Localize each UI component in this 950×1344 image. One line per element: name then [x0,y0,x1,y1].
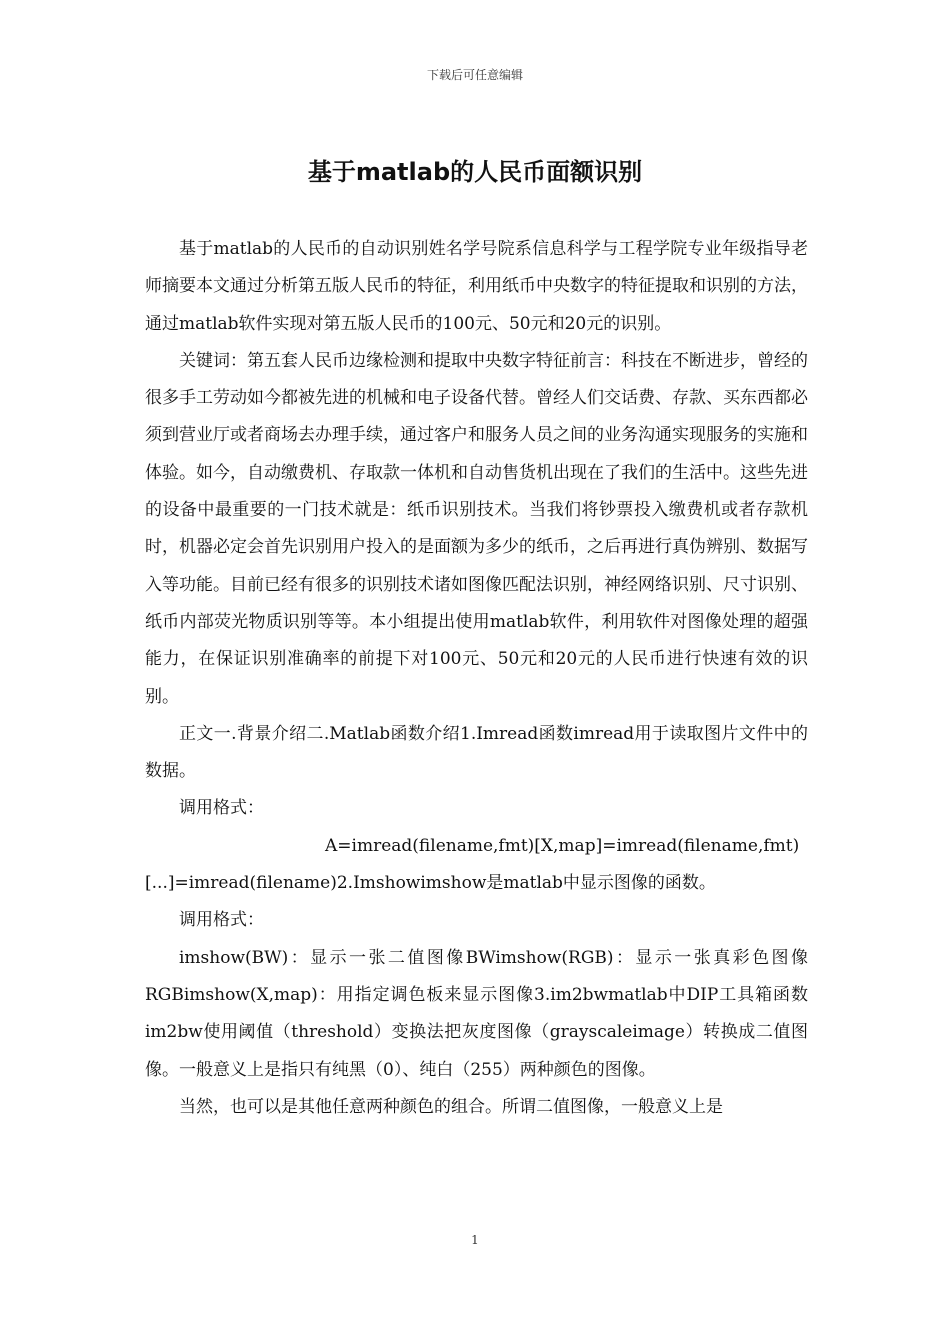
keywords-intro-paragraph: 关键词：第五套人民币边缘检测和提取中央数字特征前言：科技在不断进步，曾经的很多手工劳动如今都被先进的机械和电子设备代替。曾经人们交话费、存款、买东西都必须到营业厅或者商场去办理手续，通过客户和服务人员之间的业务沟通实现服务的实施和体验。如今，自动缴费机、存取款一体机和自动售货机出现在了我们的生活中。这些先进的设备中最重要的一门技术就是：纸币识别技术。当我们将钞票投入缴费机或者存款机时，机器必定会首先识别用户投入的是面额为多少的纸币，之后再进行真伪辨别、数据写入等功能。目前已经有很多的识别技术诸如图像匹配法识别，神经网络识别、尺寸识别、纸币内部荧光物质识别等等。本小组提出使用matlab软件，利用软件对图像处理的超强能力，在保证识别准确率的前提下对100元、50元和20元的人民币进行快速有效的识别。 [145,350,808,707]
page-number: 1 [471,1233,479,1247]
call-format-label: 调用格式： [179,798,264,819]
binary-image-paragraph: 当然，也可以是其他任意两种颜色的组合。所谓二值图像，一般意义上是 [179,1096,723,1117]
page-header: 下载后可任意编辑 [426,68,523,82]
main-text-paragraph: 正文一.背景介绍二.Matlab函数介绍1.Imread函数imread用于读取图片文件中的数据。 [145,723,808,782]
call-format-label: 调用格式： [179,910,264,931]
abstract-paragraph: 基于matlab的人民币的自动识别姓名学号院系信息科学与工程学院专业年级指导老师摘要本文通过分析第五版人民币的特征，利用纸币中央数字的特征提取和识别的方法，通过matlab软件实现对第五版人民币的100元、50元和20元的识别。 [145,239,808,334]
imshow-im2bw-paragraph: imshow(BW)：显示一张二值图像BWimshow(RGB)：显示一张真彩色图像RGBimshow(X,map)：用指定调色板来显示图像3.im2bwmatlab中DIP工具箱函数im2bw使用阈值（threshold）变换法把灰度图像（grayscaleimage）转换成二值图像。一般意义上是指只有纯黑（0）、纯白（255）两种颜色的图像。 [145,947,808,1080]
imread-syntax-paragraph: A=imread(filename,fmt)[X,map]=imread(filename,fmt)[...]=imread(filename)2.Imshowimshow是matlab中显示图像的函数。 [145,835,800,894]
document-body [145,231,808,1126]
document-title: 基于matlab的人民币面额识别 [307,158,643,186]
